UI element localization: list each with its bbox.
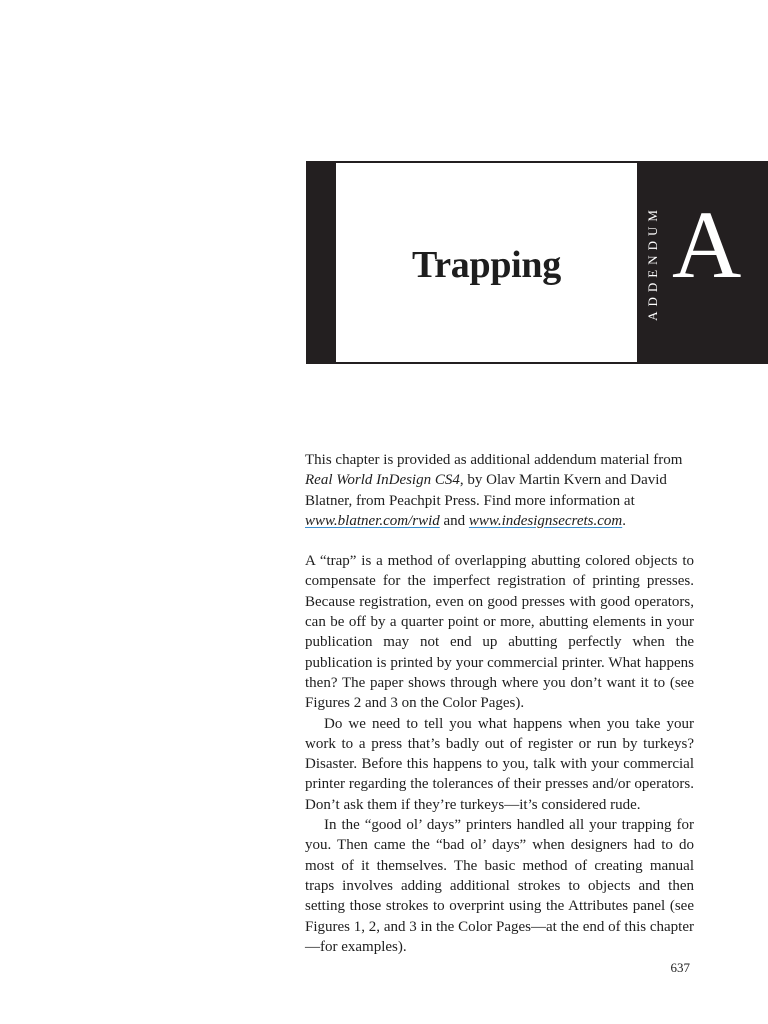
intro-text-2: , by Olav Martin Kvern and David Blatner, from Peachpit Press. Find more information at xyxy=(305,472,667,509)
body-text xyxy=(305,450,694,957)
paragraph-history: In the “good ol’ days” printers handled all your trapping for you. Then came the “bad ol’ days” when designers had to do most of it themselves. The basic method of creating manual traps involves adding additional strokes to objects and then setting those strokes to overprint using the Attributes panel (see Figures 1, 2, and 3 in the Color Pages—at the end of this chapter—for examples). xyxy=(305,817,694,955)
chapter-letter: A xyxy=(672,191,742,298)
chapter-header xyxy=(306,161,768,364)
paragraph-disaster: Do we need to tell you what happens when you take your work to a press that’s badly out of register or run by turkeys? Disaster. Before this happens to you, talk with your commercial printer regarding the tolerances of their presses and/or operators. Don’t ask them if they’re turkeys—it’s considered rude. xyxy=(305,715,694,813)
book-title: Real World InDesign CS4 xyxy=(305,472,460,489)
addendum-label: ADDENDUM xyxy=(645,205,660,321)
blatner-link[interactable]: www.blatner.com/rwid xyxy=(305,512,440,529)
title-box xyxy=(336,163,637,362)
chapter-title: Trapping xyxy=(412,243,561,286)
intro-paragraph xyxy=(305,450,694,531)
paragraph-trap-definition: A “trap” is a method of overlapping abutting colored objects to compensate for the imperfect registration of printing presses. Because registration, even on good presses with good operators, can be off by a quarter point or more, abutting elements in your publication may not end up abutting perfectly when the publication is printed by your commercial printer. What happens then? The paper shows through where you don’t want it to (see Figures 2 and 3 on the Color Pages). xyxy=(305,553,694,712)
intro-text-3: and xyxy=(439,512,469,529)
intro-text-4: . xyxy=(622,512,626,529)
indesignsecrets-link[interactable]: www.indesignsecrets.com xyxy=(468,512,623,529)
intro-text-1: This chapter is provided as additional addendum material from xyxy=(305,452,683,468)
page-number: 637 xyxy=(670,960,690,975)
